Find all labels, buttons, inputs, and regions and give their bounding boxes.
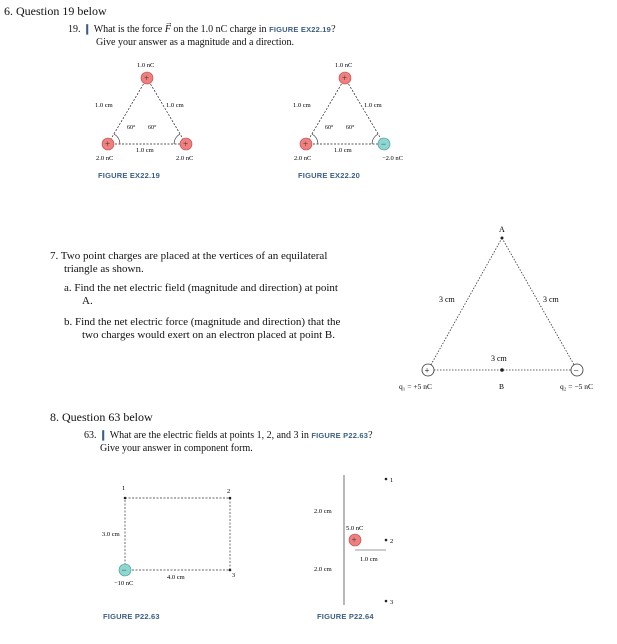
problem-marker: ❙ bbox=[83, 24, 92, 35]
figure-caption: FIGURE EX22.19 bbox=[98, 171, 160, 180]
left-side-label: 1.0 cm bbox=[95, 102, 113, 109]
equilateral-triangle-figure bbox=[395, 220, 610, 400]
base-label: 3 cm bbox=[491, 354, 507, 363]
base-label: 1.0 cm bbox=[334, 147, 352, 154]
right-angle-label: 60° bbox=[346, 125, 355, 131]
point-1-label: 1 bbox=[390, 477, 394, 484]
part-a-line1: a. Find the net electric field (magnitude and direction) at point bbox=[64, 282, 338, 294]
svg-text:+: + bbox=[351, 535, 357, 545]
question-mark: ? bbox=[331, 24, 336, 35]
svg-text:+: + bbox=[303, 139, 309, 149]
question-number: 63. bbox=[84, 430, 97, 441]
right-angle-label: 60° bbox=[148, 125, 157, 131]
point-2-label: 2 bbox=[390, 538, 394, 545]
question-7-line1: 7. Two point charges are placed at the vertices of an equilateral bbox=[50, 250, 328, 262]
question-19-text bbox=[68, 18, 336, 36]
charge-label: 5.0 nC bbox=[346, 525, 364, 532]
figure-p22-64 bbox=[300, 470, 410, 610]
figure-reference: FIGURE P22.63 bbox=[311, 431, 369, 440]
point-a-label: A bbox=[499, 225, 505, 234]
horizontal-distance-label: 1.0 cm bbox=[360, 556, 378, 563]
base-label: 1.0 cm bbox=[136, 147, 154, 154]
point-b-dot bbox=[500, 368, 504, 372]
svg-text:−: − bbox=[573, 365, 579, 376]
question-7-line2: triangle as shown. bbox=[64, 263, 144, 275]
question-63-text bbox=[84, 430, 373, 442]
figure-p22-63 bbox=[102, 478, 255, 588]
left-side-label: 3 cm bbox=[439, 295, 455, 304]
top-charge-label: 1.0 nC bbox=[335, 62, 353, 69]
question-6-heading: 6. Question 19 below bbox=[4, 4, 107, 18]
point-3-label: 3 bbox=[232, 572, 236, 579]
side-length-label: 3.0 cm bbox=[102, 531, 120, 538]
part-b-line2: two charges would exert on an electron placed at point B. bbox=[82, 329, 336, 341]
q1-label: q₁ = +5 nC bbox=[399, 382, 432, 391]
charge-label: −10 nC bbox=[114, 580, 134, 587]
figure-caption: FIGURE P22.63 bbox=[103, 612, 160, 621]
part-b-line1: b. Find the net electric force (magnitude and direction) that the bbox=[64, 316, 341, 328]
q2-label: q₂ = −5 nC bbox=[560, 382, 593, 391]
point-b-label: B bbox=[499, 382, 505, 391]
figure-ex22-19 bbox=[92, 56, 212, 166]
top-charge-label: 1.0 nC bbox=[137, 62, 155, 69]
force-vector-symbol: F → bbox=[164, 18, 173, 35]
question-8-heading: 8. Question 63 below bbox=[50, 410, 153, 424]
base-length-label: 4.0 cm bbox=[167, 574, 185, 581]
svg-text:+: + bbox=[342, 73, 348, 83]
svg-text:+: + bbox=[105, 139, 111, 149]
point-3-label: 3 bbox=[390, 599, 394, 606]
question-7-text bbox=[50, 250, 340, 342]
upper-distance-label: 2.0 cm bbox=[314, 508, 332, 515]
bottom-right-charge-label: −2.0 nC bbox=[382, 155, 404, 162]
question-number: 19. bbox=[68, 24, 81, 35]
bottom-right-charge-label: 2.0 nC bbox=[176, 155, 194, 162]
question-text-a: What are the electric fields at points 1, 2, and 3 in bbox=[109, 430, 309, 441]
point-1-label: 1 bbox=[122, 485, 126, 492]
figure-caption: FIGURE P22.64 bbox=[317, 612, 374, 621]
question-text-b: on the 1.0 nC charge in bbox=[173, 24, 267, 35]
left-angle-label: 60° bbox=[127, 125, 136, 131]
question-19-instruction: Give your answer as a magnitude and a direction. bbox=[96, 37, 294, 48]
figure-ex22-20 bbox=[290, 56, 415, 166]
svg-text:−: − bbox=[121, 565, 127, 575]
bottom-left-charge-label: 2.0 nC bbox=[294, 155, 312, 162]
right-side-label: 1.0 cm bbox=[166, 102, 184, 109]
svg-text:+: + bbox=[183, 139, 189, 149]
right-side-label: 3 cm bbox=[543, 295, 559, 304]
svg-text:+: + bbox=[144, 73, 150, 83]
right-side-label: 1.0 cm bbox=[364, 102, 382, 109]
point-2-label: 2 bbox=[227, 488, 231, 495]
question-mark: ? bbox=[368, 430, 373, 441]
problem-marker: ❙ bbox=[99, 430, 108, 441]
figure-reference: FIGURE EX22.19 bbox=[269, 25, 332, 34]
question-text-a: What is the force bbox=[93, 24, 163, 35]
part-a-line2: A. bbox=[82, 295, 93, 307]
question-63-instruction: Give your answer in component form. bbox=[100, 443, 253, 454]
left-angle-label: 60° bbox=[325, 125, 334, 131]
lower-distance-label: 2.0 cm bbox=[314, 566, 332, 573]
bottom-left-charge-label: 2.0 nC bbox=[96, 155, 114, 162]
figure-caption: FIGURE EX22.20 bbox=[298, 171, 360, 180]
svg-text:−: − bbox=[381, 139, 387, 149]
left-side-label: 1.0 cm bbox=[293, 102, 311, 109]
svg-text:+: + bbox=[424, 365, 430, 376]
